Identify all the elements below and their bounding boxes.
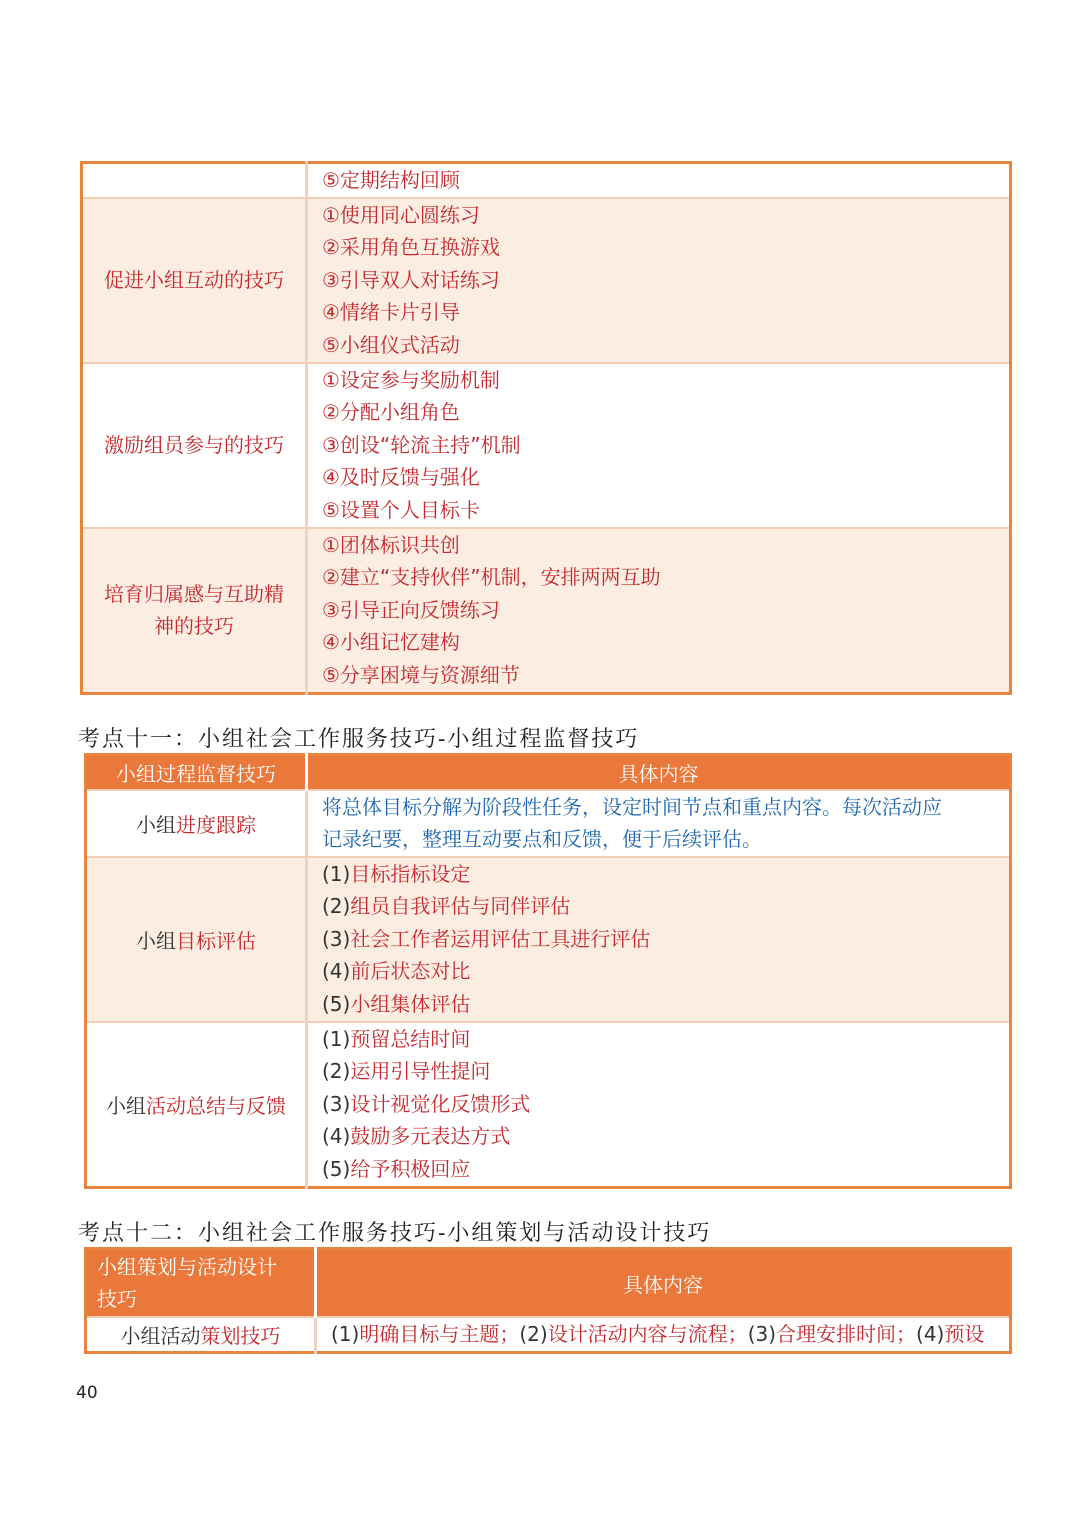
row-label: 小组目标评估 bbox=[86, 857, 307, 1022]
row-content: (1)明确目标与主题；(2)设计活动内容与流程；(3)合理安排时间；(4)预设 bbox=[316, 1317, 1011, 1352]
list-item: ②分配小组角色 bbox=[322, 400, 460, 425]
list-item: (2)运用引导性提问 bbox=[322, 1059, 491, 1084]
list-item: ③创设“轮流主持”机制 bbox=[322, 432, 521, 457]
column-header: 具体内容 bbox=[316, 1249, 1011, 1318]
list-item: (4)鼓励多元表达方式 bbox=[322, 1124, 511, 1149]
list-item: ⑤设置个人目标卡 bbox=[322, 497, 480, 522]
row-label: 激励组员参与的技巧 bbox=[82, 363, 307, 528]
row-label bbox=[82, 163, 307, 198]
list-item: ④及时反馈与强化 bbox=[322, 465, 480, 490]
list-item: (3)设计视觉化反馈形式 bbox=[322, 1091, 531, 1116]
list-item: (3)社会工作者运用评估工具进行评估 bbox=[322, 926, 651, 951]
row-label: 小组进度跟踪 bbox=[86, 790, 307, 857]
row-content bbox=[307, 1022, 1011, 1187]
row-label: 培育归属感与互助精 神的技巧 bbox=[82, 528, 307, 693]
row-label: 促进小组互动的技巧 bbox=[82, 198, 307, 363]
list-item: ④小组记忆建构 bbox=[322, 630, 460, 655]
row-content bbox=[307, 198, 1011, 363]
list-item: (1)预留总结时间 bbox=[322, 1026, 471, 1051]
list-item: ③引导双人对话练习 bbox=[322, 267, 500, 292]
row-label: 小组活动策划技巧 bbox=[86, 1317, 316, 1352]
table-row bbox=[86, 857, 1011, 1022]
table-header-row bbox=[86, 755, 1011, 790]
list-item: ⑤定期结构回顾 bbox=[322, 168, 460, 192]
table-row bbox=[86, 790, 1011, 857]
row-content bbox=[307, 163, 1011, 198]
list-item: (4)前后状态对比 bbox=[322, 959, 471, 984]
table-row bbox=[82, 528, 1011, 693]
table-header-row bbox=[86, 1249, 1011, 1318]
list-item: ③引导正向反馈练习 bbox=[322, 597, 500, 622]
table-row bbox=[82, 163, 1011, 198]
column-header: 具体内容 bbox=[307, 755, 1011, 790]
list-item: (5)小组集体评估 bbox=[322, 992, 471, 1017]
column-header: 小组策划与活动设计 技巧 bbox=[86, 1249, 316, 1318]
row-content bbox=[307, 528, 1011, 693]
table-row bbox=[86, 1022, 1011, 1187]
list-item: ②建立“支持伙伴”机制，安排两两互助 bbox=[322, 565, 661, 590]
table-row bbox=[86, 1317, 1011, 1352]
section-heading: 考点十一：小组社会工作服务技巧-小组过程监督技巧 bbox=[78, 727, 640, 752]
process-supervision-table bbox=[84, 753, 1012, 1189]
table-row bbox=[82, 363, 1011, 528]
section-heading: 考点十二：小组社会工作服务技巧-小组策划与活动设计技巧 bbox=[78, 1221, 712, 1246]
planning-design-table bbox=[84, 1247, 1012, 1354]
table-row bbox=[82, 198, 1011, 363]
page-number: 40 bbox=[76, 1383, 98, 1403]
list-item: ⑤分享困境与资源细节 bbox=[322, 662, 520, 687]
list-item: ②采用角色互换游戏 bbox=[322, 235, 500, 260]
row-label: 小组活动总结与反馈 bbox=[86, 1022, 307, 1187]
row-content: 将总体目标分解为阶段性任务，设定时间节点和重点内容。每次活动应 记录纪要，整理互动要点和反馈，便于后续评估。 bbox=[307, 790, 1011, 857]
list-item: ⑤小组仪式活动 bbox=[322, 332, 460, 357]
list-item: (1)目标指标设定 bbox=[322, 861, 471, 886]
list-item: ①设定参与奖励机制 bbox=[322, 367, 500, 392]
row-content bbox=[307, 363, 1011, 528]
list-item: (2)组员自我评估与同伴评估 bbox=[322, 894, 571, 919]
column-header: 小组过程监督技巧 bbox=[86, 755, 307, 790]
list-item: (5)给予积极回应 bbox=[322, 1157, 471, 1182]
list-item: ①团体标识共创 bbox=[322, 532, 460, 557]
row-content bbox=[307, 857, 1011, 1022]
list-item: ①使用同心圆练习 bbox=[322, 202, 480, 227]
techniques-table-continued bbox=[80, 161, 1012, 695]
list-item: ④情绪卡片引导 bbox=[322, 300, 460, 325]
